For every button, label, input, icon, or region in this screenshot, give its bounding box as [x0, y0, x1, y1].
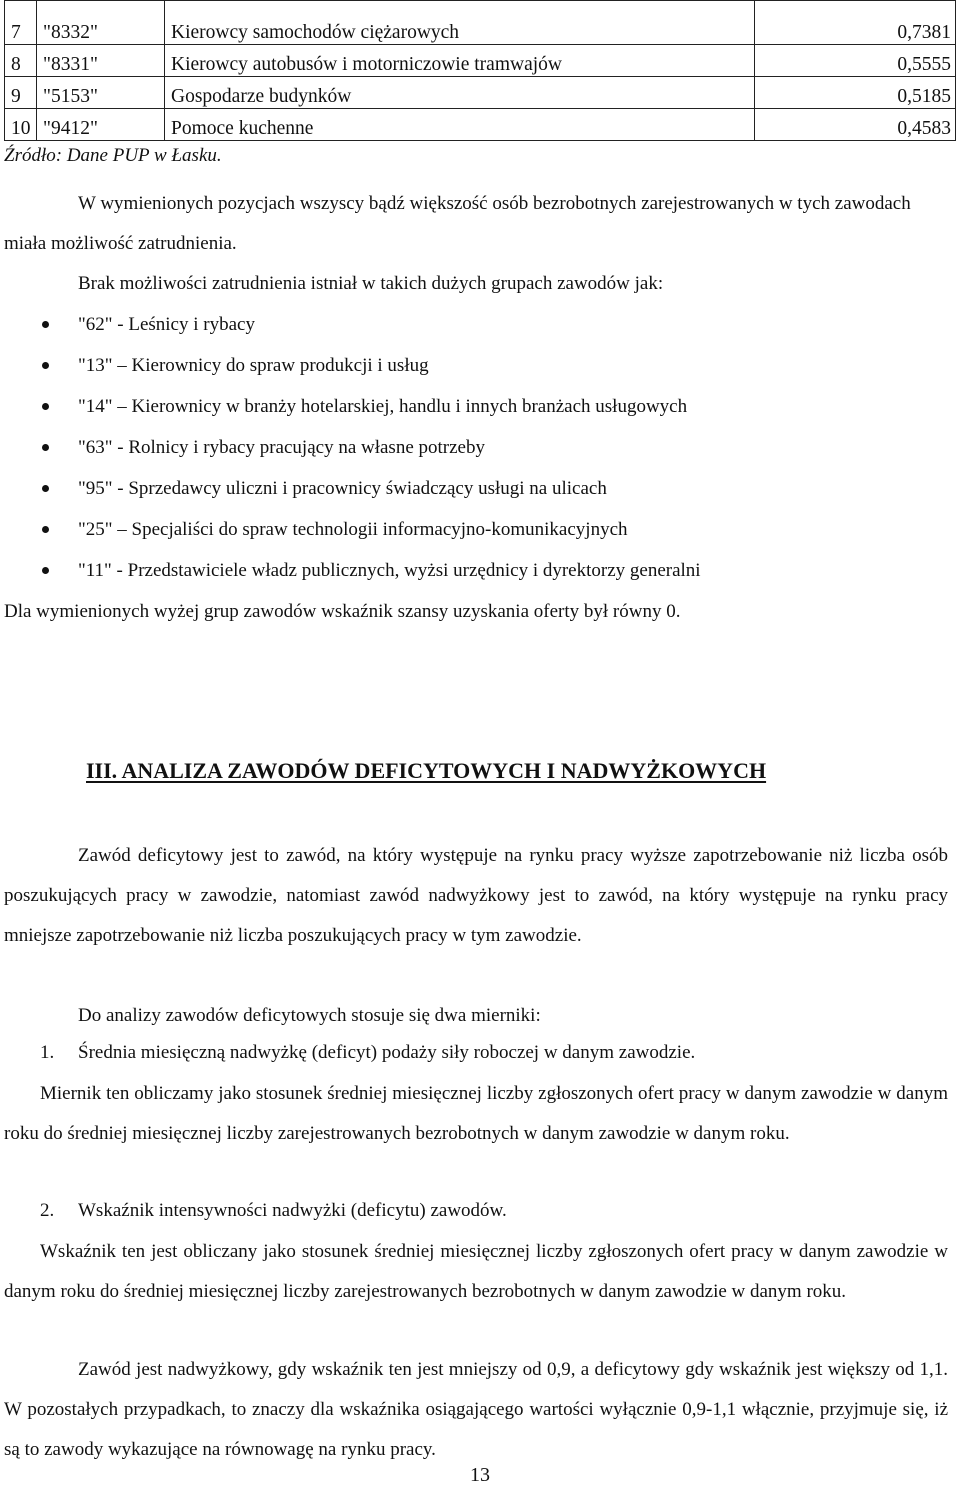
paragraph-zero-index: Dla wymienionych wyżej grup zawodów wskaźnik szansy uzyskania oferty był równy 0.	[4, 601, 681, 622]
row-value: 0,5555	[755, 45, 956, 77]
numbered-item-2	[40, 1200, 507, 1222]
item-text: Wskaźnik intensywności nadwyżki (deficytu) zawodów.	[78, 1200, 507, 1221]
row-name: Pomoce kuchenne	[165, 109, 755, 141]
occupations-table	[4, 0, 956, 141]
row-name: Kierowcy autobusów i motorniczowie tramwajów	[165, 45, 755, 77]
list-item: "62" - Leśnicy i rybacy	[0, 304, 940, 345]
paragraph-classification: Zawód jest nadwyżkowy, gdy wskaźnik ten jest mniejszy od 0,9, a deficytowy gdy wskaźnik jest większy od 1,1. W pozostałych przypadkach, to znaczy dla wskaźnika osiągającego wartości wyłącznie 0,9-1,1 włącznie, przyjmuje się, iż są to zawody wykazujące na równowagę na rynku pracy.	[4, 1359, 948, 1460]
row-value: 0,7381	[755, 1, 956, 45]
item-number: 2.	[40, 1200, 55, 1221]
table-source-note: Źródło: Dane PUP w Łasku.	[4, 145, 222, 166]
bullet-icon	[42, 444, 49, 451]
bullet-icon	[42, 362, 49, 369]
paragraph-measures-intro: Do analizy zawodów deficytowych stosuje się dwa mierniki:	[78, 1005, 541, 1026]
paragraph-employment-possibility: W wymienionych pozycjach wszyscy bądź większość osób bezrobotnych zarejestrowanych w tych zawodach miała możliwość zatrudnienia.	[4, 193, 911, 254]
row-code: "5153"	[37, 77, 165, 109]
list-item: "63" - Rolnicy i rybacy pracujący na własne potrzeby	[0, 427, 940, 468]
list-item: "25" – Specjaliści do spraw technologii informacyjno-komunikacyjnych	[0, 509, 940, 550]
row-name: Gospodarze budynków	[165, 77, 755, 109]
table-row	[5, 109, 956, 141]
list-item: "11" - Przedstawiciele władz publicznych, wyżsi urzędnicy i dyrektorzy generalni	[0, 550, 940, 591]
bullet-icon	[42, 485, 49, 492]
row-lp: 7	[5, 1, 37, 45]
list-item: "13" – Kierownicy do spraw produkcji i usług	[0, 345, 940, 386]
row-value: 0,5185	[755, 77, 956, 109]
paragraph-no-employment: Brak możliwości zatrudnienia istniał w takich dużych grupach zawodów jak:	[78, 273, 664, 294]
bullet-icon	[42, 321, 49, 328]
table-row	[5, 1, 956, 45]
numbered-item-1	[40, 1042, 695, 1064]
bullet-icon	[42, 526, 49, 533]
row-value: 0,4583	[755, 109, 956, 141]
occupation-group-list	[0, 304, 940, 591]
list-item: "14" – Kierownicy w branży hotelarskiej, handlu i innych branżach usługowych	[0, 386, 940, 427]
bullet-icon	[42, 403, 49, 410]
item-text: Średnia miesięczną nadwyżkę (deficyt) podaży siły roboczej w danym zawodzie.	[78, 1042, 696, 1063]
section-heading: III. ANALIZA ZAWODÓW DEFICYTOWYCH I NADWYŻKOWYCH	[86, 758, 767, 783]
paragraph-measure-2: Wskaźnik ten jest obliczany jako stosunek średniej miesięcznej liczby zgłoszonych ofert pracy w danym zawodzie w danym roku do średniej miesięcznej liczby zarejestrowanych bezrobotnych w danym zawodzie w danym roku.	[4, 1241, 948, 1302]
table-row	[5, 77, 956, 109]
page-number: 13	[470, 1464, 490, 1486]
table-row	[5, 45, 956, 77]
row-lp: 9	[5, 77, 37, 109]
paragraph-definitions: Zawód deficytowy jest to zawód, na który występuje na rynku pracy wyższe zapotrzebowanie niż liczba osób poszukujących pracy w zawodzie, natomiast zawód nadwyżkowy jest to zawód, na który występuje na rynku pracy mniejsze zapotrzebowanie niż liczba poszukujących pracy w tym zawodzie.	[4, 845, 948, 946]
row-code: "8332"	[37, 1, 165, 45]
row-lp: 10	[5, 109, 37, 141]
bullet-icon	[42, 567, 49, 574]
row-code: "9412"	[37, 109, 165, 141]
row-name: Kierowcy samochodów ciężarowych	[165, 1, 755, 45]
list-item: "95" - Sprzedawcy uliczni i pracownicy świadczący usługi na ulicach	[0, 468, 940, 509]
row-lp: 8	[5, 45, 37, 77]
row-code: "8331"	[37, 45, 165, 77]
paragraph-measure-1: Miernik ten obliczamy jako stosunek średniej miesięcznej liczby zgłoszonych ofert pracy w danym zawodzie w danym roku do średniej miesięcznej liczby zarejestrowanych bezrobotnych w danym zawodzie w danym roku.	[4, 1083, 948, 1144]
item-number: 1.	[40, 1042, 55, 1063]
